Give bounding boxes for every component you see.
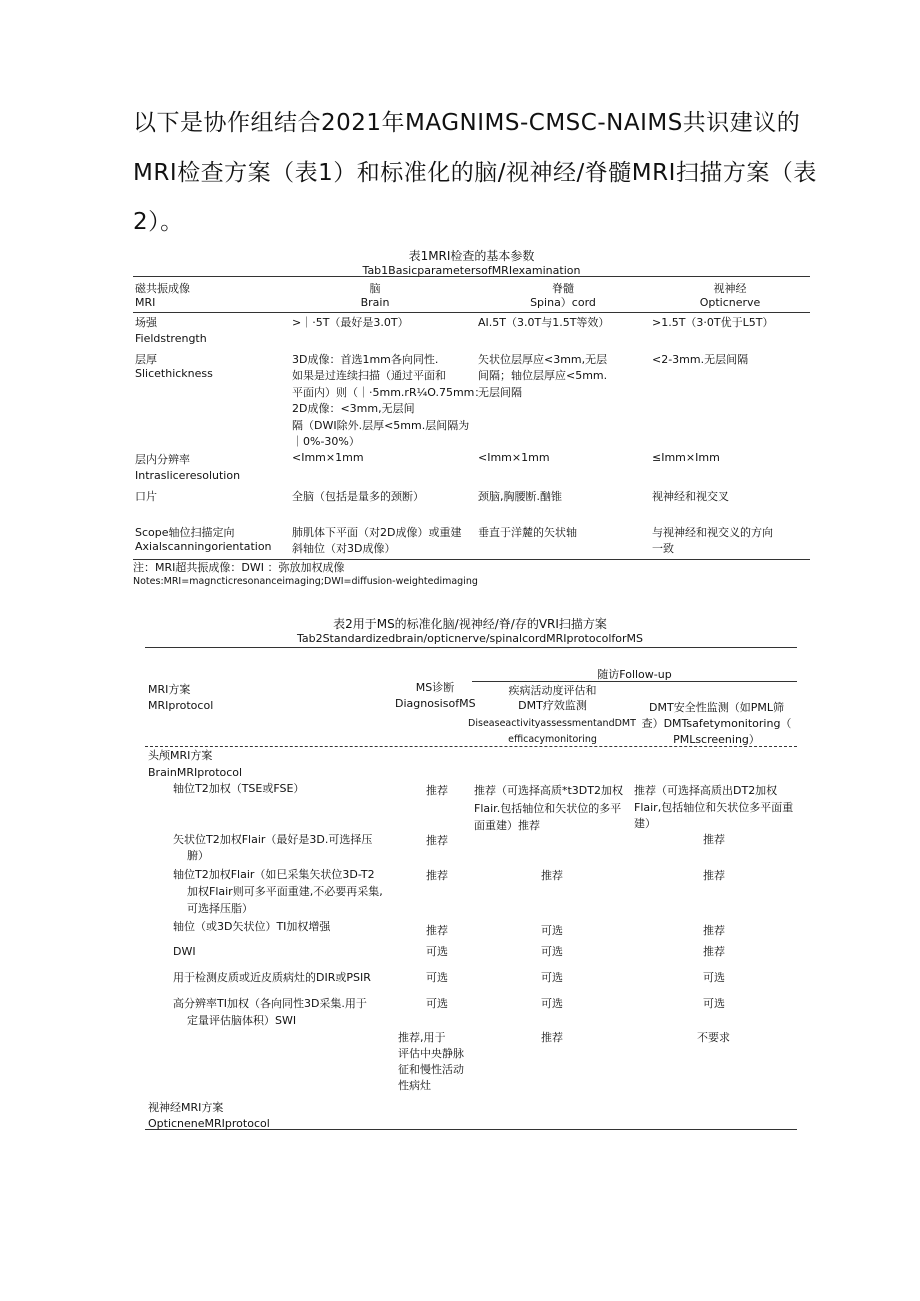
- t1-cell-spinal: 垂直于洋麓的矢状轴: [478, 526, 577, 539]
- t1-row-label-en: Fieldstrength: [135, 332, 207, 345]
- table2-caption-en: Tab2Standardizedbrain/opticnerve/spinalcordMRIprotocolforMS: [296, 632, 644, 645]
- t2-cell-safety: 推荐: [703, 833, 725, 846]
- t2-cell-activity-line: 面重建）推荐: [474, 819, 540, 832]
- table2-header-rule: [145, 746, 797, 747]
- t2-header-safety: 查）DMTsafetymonitoring（: [641, 717, 792, 730]
- t1-row-label-cn: Scope轴位扫描定向: [135, 526, 235, 539]
- t1-row-label-cn: 场强: [135, 316, 157, 329]
- t1-cell-spinal: AI.5T（3.0T与1.5T等效）: [478, 316, 610, 329]
- t1-cell-spinal-line: 间隔；轴位层厚应<5mm.: [478, 369, 608, 382]
- t2-cell-diag: 推荐: [426, 869, 448, 882]
- t2-header-activity-en: efficacymonitoring: [508, 734, 597, 745]
- t1-cell-optic: >1.5T（3·0T优于L5T）: [652, 316, 774, 329]
- t2-cell-diag-line: 推荐,用于: [398, 1031, 446, 1044]
- t2-cell-safety: 推荐: [703, 924, 725, 937]
- t1-cell-brain-line: 平面内）则（｜·5mm.rR¼O.75mm：: [292, 386, 486, 399]
- t2-row-name: 腑）: [187, 849, 209, 862]
- t1-cell-brain: 全脑（包括是量多的颈断）: [292, 490, 424, 503]
- t2-cell-safety: 可选: [703, 971, 725, 984]
- t2-header-safety: PMLscreening）: [673, 733, 760, 746]
- table2-bottom-rule: [145, 1129, 797, 1130]
- intro-line-2: MRI检查方案（表1）和标准化的脑/视神经/脊髓MRI扫描方案（表: [133, 160, 817, 186]
- t2-cell-safety-line: 推荐（可选择高质出DT2加权: [634, 784, 778, 797]
- t2-cell-diag: 推荐: [426, 924, 448, 937]
- t2-cell-diag-line: 性病灶: [398, 1079, 431, 1092]
- t1-header-spinal-en: Spina）cord: [530, 296, 596, 309]
- t2-cell-diag: 推荐: [426, 784, 448, 797]
- t1-cell-brain: >｜·5T（最好是3.0T）: [292, 316, 409, 329]
- t2-cell-safety: 推荐: [703, 869, 725, 882]
- t2-header-diag-en: DiagnosisofMS: [395, 697, 476, 710]
- t2-cell-activity: 可选: [541, 971, 563, 984]
- t2-header-activity-cn: DMT疗效监测: [518, 699, 587, 712]
- t1-cell-brain-line: 隔（DWI除外.层厚<5mm.层间隔为: [292, 419, 470, 432]
- t2-cell-diag: 推荐: [426, 834, 448, 847]
- t2-header-activity-cn: 疾病活动度评估和: [508, 684, 597, 697]
- t2-header-activity-en: DiseaseactivityassessmentandDMT: [468, 718, 636, 729]
- t1-cell-spinal: 颈脑,胸腰断.酗锥: [478, 490, 562, 503]
- intro-line-3: 2）。: [133, 209, 184, 235]
- t1-row-label-cn: 口片: [135, 490, 157, 503]
- t2-row-name: 轴位（或3D矢状位）TI加权增强: [173, 920, 331, 933]
- t2-cell-diag-line: 征和慢性活动: [398, 1063, 464, 1076]
- table1-caption-en: Tab1BasicparametersofMRIexamination: [362, 264, 581, 277]
- t2-cell-activity: 可选: [541, 924, 563, 937]
- t1-cell-optic: ≤Imm×Imm: [652, 451, 720, 464]
- table1-note-en: Notes:MRI=magncticresonanceimaging;DWI=diffusion-weightedimaging: [133, 576, 478, 587]
- t1-cell-optic: <2-3mm.无层间隔: [652, 353, 749, 366]
- t2-cell-activity: 推荐: [541, 1031, 563, 1044]
- t2-section-optic-en: OpticneneMRIprotocol: [148, 1117, 270, 1130]
- t2-cell-diag: 可选: [426, 945, 448, 958]
- t2-row-name: DWI: [173, 945, 196, 958]
- t1-header-brain-cn: 脑: [369, 282, 381, 295]
- t1-cell-brain-line: 2D成像：<3mm,无层间: [292, 402, 415, 415]
- table1-note-cn: 注：MRI超共振成像：DWI ：弥放加权成像: [133, 561, 345, 574]
- t2-row-name: 加权Flair则可多平面重建,不必要再采集,: [187, 885, 383, 898]
- intro-line-1: 以下是协作组结合2021年MAGNIMS-CMSC-NAIMS共识建议的: [133, 110, 801, 136]
- t1-cell-brain-line: 肺肌体下平面（对2D成像）或重建: [292, 526, 462, 539]
- t1-cell-spinal-line: 无层间隔: [478, 386, 522, 399]
- t1-header-mri-en: MRI: [135, 296, 156, 309]
- t2-row-name: 用于检测皮质或近皮质病灶的DIR或PSIR: [173, 971, 371, 984]
- table2-caption-cn: 表2用于MS的标准化脑/视神经/脊/存的VRI扫描方案: [333, 617, 607, 631]
- t2-cell-diag-line: 评估中央静脉: [398, 1047, 464, 1060]
- t1-cell-brain-line: ｜0%-30%）: [292, 435, 360, 448]
- t1-row-label-en: Axialscanningorientation: [135, 540, 272, 553]
- t2-header-diag-cn: MS诊断: [415, 681, 455, 694]
- t1-cell-spinal-line: 矢状位层厚应<3mm,无层: [478, 353, 608, 366]
- t2-cell-safety: 不要求: [697, 1031, 730, 1044]
- t2-cell-safety: 推荐: [703, 945, 725, 958]
- table2-top-rule: [145, 647, 797, 648]
- t2-header-safety: DMT安全性监测（如PML筛: [649, 701, 784, 714]
- t2-row-name: 可选择压脂）: [187, 902, 253, 915]
- t1-row-label-en: Intrasliceresolution: [135, 469, 241, 482]
- t1-header-optic-en: Opticnerve: [699, 296, 761, 309]
- t1-row-label-en: Slicethickness: [135, 367, 213, 380]
- t2-row-name: 轴位T2加权Flair（如巳采集矢状位3D-T2: [173, 868, 375, 881]
- t2-cell-safety: 可选: [703, 997, 725, 1010]
- t2-row-name: 轴位T2加权（TSE或FSE）: [173, 782, 305, 795]
- t1-row-label-cn: 层内分辨率: [135, 453, 190, 466]
- t1-cell-brain-line: 如果是过连续扫描（通过平面和: [292, 369, 446, 382]
- t2-header-protocol-cn: MRI方案: [148, 683, 191, 696]
- t1-cell-brain-line: 3D成像：首选1mm各向同性.: [292, 353, 439, 366]
- t1-header-mri-cn: 磁共振成像: [135, 282, 190, 295]
- t2-row-name: 矢状位T2加权Flair（最好是3D.可选择压: [173, 833, 373, 846]
- t2-section-optic-cn: 视神经MRI方案: [148, 1101, 224, 1114]
- t2-cell-safety-line: Flair,包括轴位和矢状位多平面重: [634, 801, 794, 814]
- table1-top-rule: [133, 276, 810, 277]
- t2-cell-diag: 可选: [426, 997, 448, 1010]
- t1-header-optic-cn: 视神经: [713, 282, 747, 295]
- t2-cell-safety-line: 建）: [634, 817, 656, 830]
- t1-cell-brain-line: 斜轴位（对3D成像）: [292, 542, 396, 555]
- t2-cell-activity: 可选: [541, 997, 563, 1010]
- t1-row-label-cn: 层厚: [135, 353, 157, 366]
- t2-section-brain-en: BrainMRIprotocol: [148, 766, 243, 779]
- t2-header-followup: 随访Follow-up: [597, 668, 672, 681]
- t2-cell-activity-line: 推荐（可选择高质*t3DT2加权: [474, 784, 623, 797]
- t1-header-spinal-cn: 脊髓: [552, 282, 574, 295]
- t2-header-protocol-en: MRIprotocol: [148, 699, 214, 712]
- t1-cell-optic: 视神经和视交叉: [652, 490, 729, 503]
- t2-row-name: 高分辨率TI加权（各向同性3D采集.用于: [173, 997, 367, 1010]
- t1-cell-optic-line: 一致: [652, 542, 674, 555]
- t2-cell-activity-line: Flair.包括轴位和矢状位的多平: [474, 802, 622, 815]
- t1-cell-optic-line: 与视神经和视交义的方向: [652, 526, 773, 539]
- t1-cell-brain: <Imm×1mm: [292, 451, 364, 464]
- t2-section-brain-cn: 头颅MRI方案: [148, 749, 213, 762]
- t2-row-name: 定量评估脑体积）SWI: [187, 1014, 297, 1027]
- t2-cell-activity: 可选: [541, 945, 563, 958]
- table1-header-rule: [133, 312, 810, 313]
- t1-cell-spinal: <Imm×1mm: [478, 451, 550, 464]
- t1-header-brain-en: Brain: [360, 296, 390, 309]
- table1-caption-cn: 表1MRI检查的基本参数: [408, 249, 535, 263]
- t2-cell-activity: 推荐: [541, 869, 563, 882]
- t2-cell-diag: 可选: [426, 971, 448, 984]
